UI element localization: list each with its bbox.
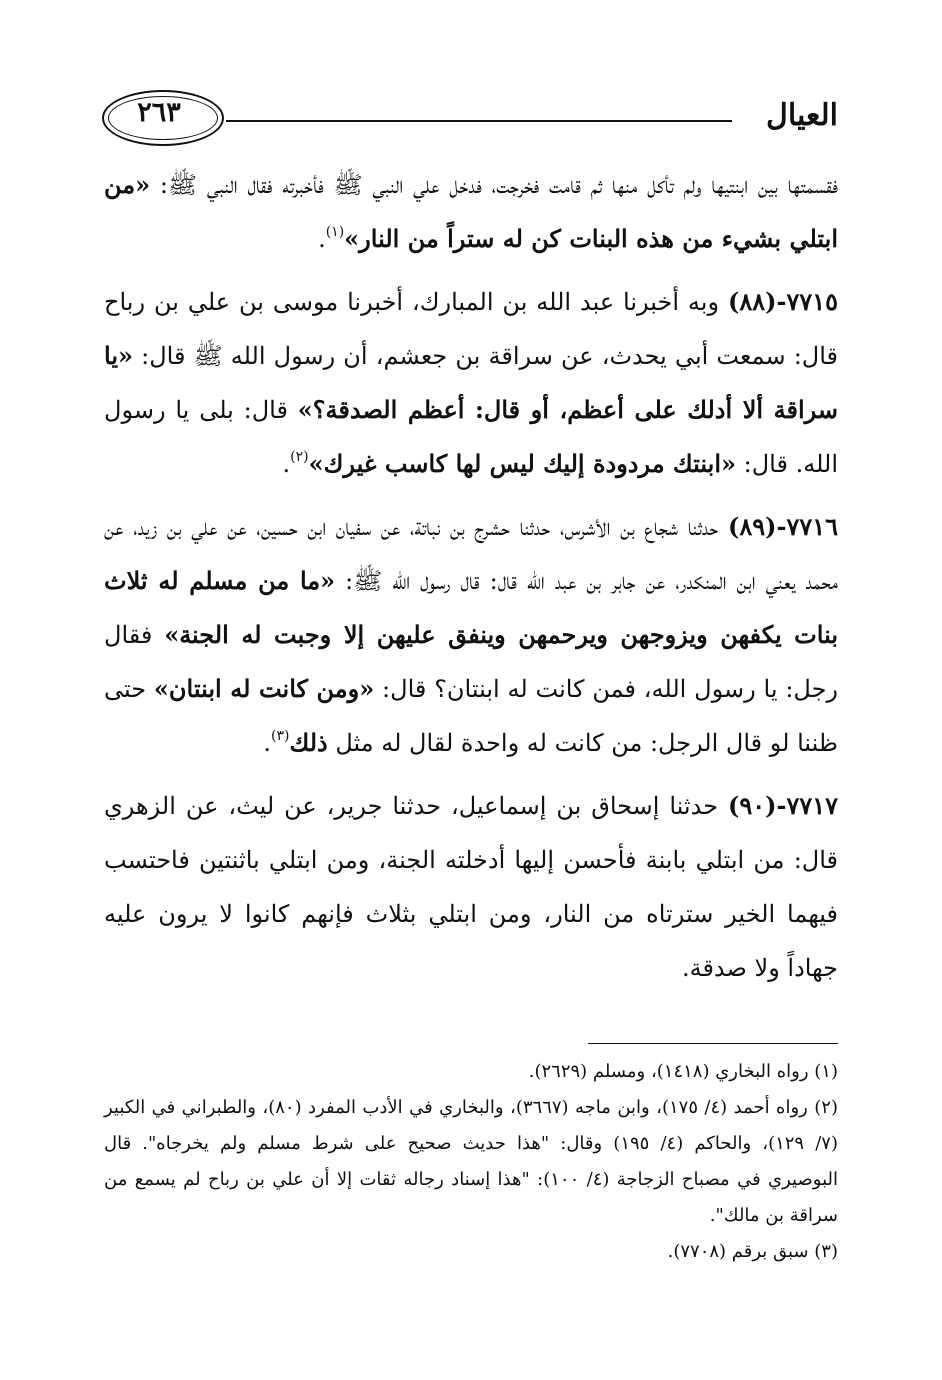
footnote-separator	[588, 1043, 838, 1044]
footnote-1: (١) رواه البخاري (١٤١٨)، ومسلم (٢٦٢٩).	[528, 1061, 838, 1082]
text-run: حتى ظننا لو قال الرجل: من كانت له واحدة لقال له مثل	[104, 675, 838, 757]
footnote-ref: (٢)	[290, 449, 309, 465]
footnote-ref: (١)	[325, 224, 345, 240]
hadith-number: ٧٧١٥-(٨٨)	[727, 287, 838, 316]
page-header	[98, 88, 838, 152]
text-run-bold: ذلك	[289, 728, 328, 757]
footnote-ref: (٣)	[271, 728, 290, 744]
paragraph-continuation	[104, 158, 838, 266]
text-run: قال: بلى يا رسول الله. قال:	[104, 396, 838, 478]
text-run: فقسمتها بين ابنتيها ولم تأكل منها ثم قامت فخرجت، فدخل علي النبي ﷺ فأخبرته فقال النبي ﷺ:	[150, 171, 838, 199]
text-run: حدثنا إسحاق بن إسماعيل، حدثنا جرير، عن ليث، عن الزهري قال: من ابتلي بابنة فأحسن إليها أدخلته الجنة، ومن ابتلي باثنتين فاحتسب فيهما الخير سترتاه من النار، ومن ابتلي بثلاث فإنهم كانوا لا يرون عليه جهاداً ولا صدقة.	[104, 792, 838, 982]
hadith-quote: «من ابتلي بشيء من هذه البنات كن له ستراً من النار»	[104, 170, 838, 253]
text-run: حدثنا شجاع بن الأشرس، حدثنا حشرج بن نباتة، عن سفيان ابن حسين، عن علي بن زيد، عن محمد يعني ابن المنكدر، عن جابر بن عبد الله قال: قال رسول الله ﷺ:	[104, 513, 839, 595]
text-run: فقال رجل: يا رسول الله، فمن كانت له ابنتان؟ قال:	[104, 621, 839, 703]
hadith-quote: «ومن كانت له ابنتان»	[153, 674, 375, 703]
hadith-7717	[104, 779, 838, 995]
text-run: وبه أخبرنا عبد الله بن المبارك، أخبرنا موسى بن علي بن رباح قال: سمعت أبي يحدث، عن سراقة بن جعشم، أن رسول الله ﷺ قال:	[104, 288, 839, 370]
hadith-quote: «يا سراقة ألا أدلك على أعظم، أو قال: أعظم الصدقة؟»	[104, 341, 838, 424]
footnotes	[104, 1054, 838, 1270]
hadith-number: ٧٧١٧-(٩٠)	[727, 791, 838, 820]
hadith-quote: «ما من مسلم له ثلاث بنات يكفهن ويزوجهن ويرحمهن وينفق عليهن إلا وجبت له الجنة»	[104, 566, 838, 649]
main-text	[104, 158, 838, 1004]
footnote-2: (٢) رواه أحمد (٤/ ١٧٥)، وابن ماجه (٣٦٦٧)، والبخاري في الأدب المفرد (٨٠)، والطبراني في الكبير (٧/ ١٢٩)، والحاكم (٤/ ١٩٥) وقال: "هذا حديث صحيح على شرط مسلم ولم يخرجاه". قال البوصيري في مصباح الزجاجة (٤/ ١٠٠): "هذا إسناد رجاله ثقات إلا أن علي بن رباح لم يسمع من سراقة بن مالك".	[104, 1097, 838, 1226]
page-number: ٢٦٣	[137, 97, 181, 128]
text-run: .	[318, 225, 326, 253]
text-run: .	[282, 450, 291, 478]
header-rule	[226, 120, 732, 122]
chapter-title: العيال	[766, 98, 838, 133]
hadith-quote: «ابنتك مردودة إليك ليس لها كاسب غيرك»	[308, 449, 736, 478]
text-run: .	[263, 729, 272, 757]
hadith-number: ٧٧١٦-(٨٩)	[727, 512, 838, 541]
hadith-7716	[104, 500, 838, 770]
footnote-3: (٣) سبق برقم (٧٧٠٨).	[667, 1241, 838, 1262]
hadith-7715	[104, 275, 838, 491]
